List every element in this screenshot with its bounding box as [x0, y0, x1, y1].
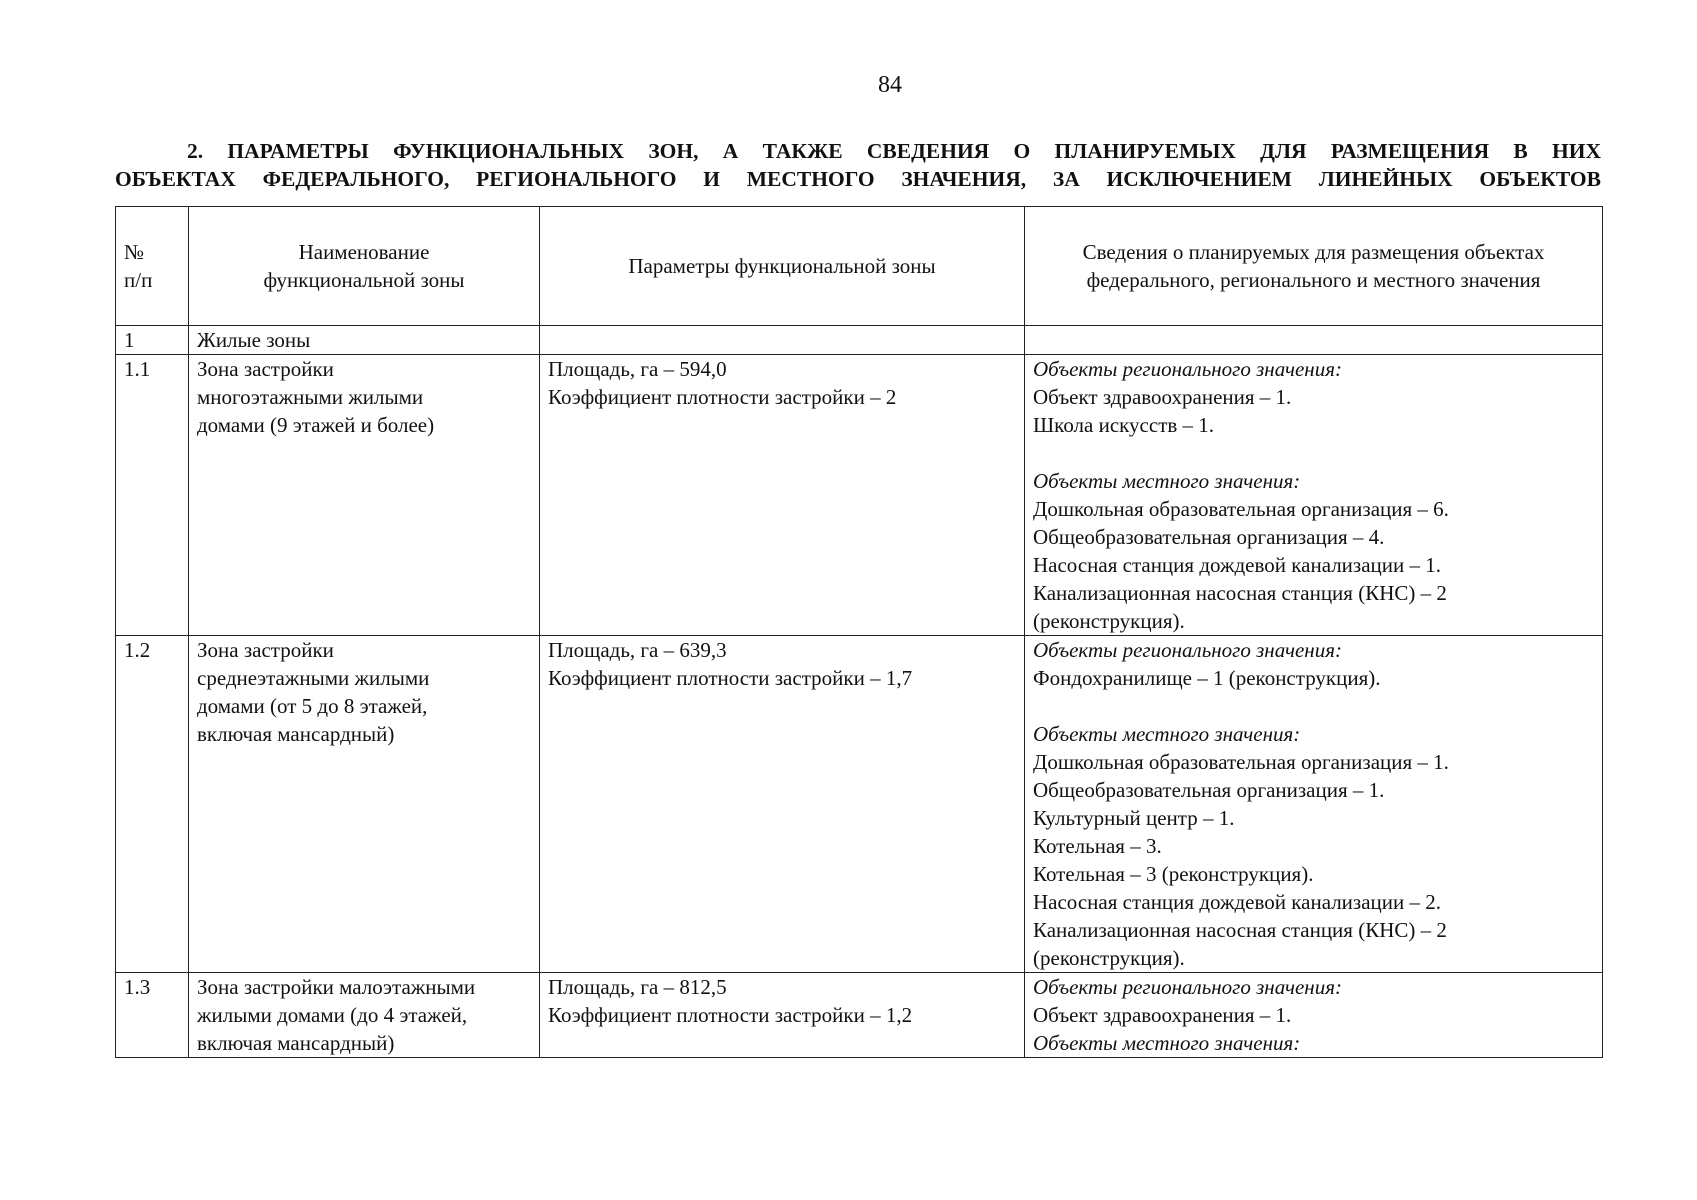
zone-name-line: домами (от 5 до 8 этажей,: [197, 694, 428, 718]
zone-name-line: включая мансардный): [197, 1031, 395, 1055]
row-number: 1.3: [116, 973, 189, 1058]
local-object-line: Культурный центр – 1.: [1033, 806, 1235, 830]
section-row: [116, 326, 1603, 355]
header-zone-name: Наименование функциональной зоны: [189, 207, 540, 326]
regional-object-line: Объект здравоохранения – 1.: [1033, 1003, 1292, 1027]
planned-objects-cell: [1025, 636, 1603, 973]
row-number: 1.1: [116, 355, 189, 636]
section-number: 1: [116, 326, 189, 355]
page-number: 84: [878, 72, 902, 98]
local-object-line: Насосная станция дождевой канализации – 1.: [1033, 553, 1442, 577]
local-objects-label: Объекты местного значения:: [1033, 469, 1301, 493]
local-object-line: Котельная – 3 (реконструкция).: [1033, 862, 1314, 886]
zone-name-line: домами (9 этажей и более): [197, 413, 435, 437]
spacer: [1033, 439, 1594, 467]
zone-name-line: среднеэтажными жилыми: [197, 666, 430, 690]
row-number: 1.2: [116, 636, 189, 973]
local-object-line: (реконструкция).: [1033, 609, 1185, 633]
zone-parameter-line: Коэффициент плотности застройки – 1,7: [548, 666, 913, 690]
zone-parameters-cell: [540, 973, 1025, 1058]
table-row: [116, 973, 1603, 1058]
zone-name-line: Зона застройки: [197, 357, 334, 381]
zone-name-cell: [189, 973, 540, 1058]
local-object-line: Насосная станция дождевой канализации – 2.: [1033, 890, 1442, 914]
section-title: [115, 137, 1601, 193]
regional-objects-label: Объекты регионального значения:: [1033, 638, 1342, 662]
regional-object-line: Объект здравоохранения – 1.: [1033, 385, 1292, 409]
local-object-line: Котельная – 3.: [1033, 834, 1162, 858]
regional-object-line: Школа искусств – 1.: [1033, 413, 1215, 437]
zone-parameter-line: Площадь, га – 639,3: [548, 638, 727, 662]
table-row: [116, 355, 1603, 636]
zone-name-cell: [189, 636, 540, 973]
local-object-line: Канализационная насосная станция (КНС) – 2: [1033, 918, 1447, 942]
regional-object-line: Фондохранилище – 1 (реконструкция).: [1033, 666, 1381, 690]
planned-objects-cell: [1025, 973, 1603, 1058]
zone-name-line: включая мансардный): [197, 722, 395, 746]
local-object-line: (реконструкция).: [1033, 946, 1185, 970]
spacer: [1033, 692, 1594, 720]
regional-objects-label: Объекты регионального значения:: [1033, 357, 1342, 381]
local-objects-label: Объекты местного значения:: [1033, 722, 1301, 746]
section-name: Жилые зоны: [189, 326, 540, 355]
local-objects-label: Объекты местного значения:: [1033, 1031, 1301, 1055]
zone-parameter-line: Площадь, га – 812,5: [548, 975, 727, 999]
zone-name-line: Зона застройки малоэтажными: [197, 975, 476, 999]
zone-parameters-cell: [540, 355, 1025, 636]
local-object-line: Канализационная насосная станция (КНС) – 2: [1033, 581, 1447, 605]
section-title-line-1: 2. ПАРАМЕТРЫ ФУНКЦИОНАЛЬНЫХ ЗОН, А ТАКЖЕ СВЕДЕНИЯ О ПЛАНИРУЕМЫХ ДЛЯ РАЗМЕЩЕНИЯ В НИХ: [187, 139, 1601, 163]
local-object-line: Общеобразовательная организация – 1.: [1033, 778, 1385, 802]
zone-parameters-cell: [540, 636, 1025, 973]
header-number: № п/п: [116, 207, 189, 326]
regional-objects-label: Объекты регионального значения:: [1033, 975, 1342, 999]
zone-parameter-line: Площадь, га – 594,0: [548, 357, 727, 381]
table-header-row: [116, 207, 1603, 326]
table-row: [116, 636, 1603, 973]
section-empty-cell: [540, 326, 1025, 355]
zone-name-line: жилыми домами (до 4 этажей,: [197, 1003, 468, 1027]
zone-name-cell: [189, 355, 540, 636]
header-zone-parameters: Параметры функциональной зоны: [540, 207, 1025, 326]
zone-parameter-line: Коэффициент плотности застройки – 2: [548, 385, 897, 409]
zone-name-line: многоэтажными жилыми: [197, 385, 424, 409]
header-planned-objects: Сведения о планируемых для размещения объектах федерального, регионального и местного значения: [1025, 207, 1603, 326]
planned-objects-cell: [1025, 355, 1603, 636]
local-object-line: Общеобразовательная организация – 4.: [1033, 525, 1385, 549]
local-object-line: Дошкольная образовательная организация – 6.: [1033, 497, 1449, 521]
section-title-line-2: ОБЪЕКТАХ ФЕДЕРАЛЬНОГО, РЕГИОНАЛЬНОГО И МЕСТНОГО ЗНАЧЕНИЯ, ЗА ИСКЛЮЧЕНИЕМ ЛИНЕЙНЫХ ОБЪЕКТОВ: [115, 167, 1601, 191]
functional-zones-table: [115, 206, 1603, 1058]
zone-name-line: Зона застройки: [197, 638, 334, 662]
section-empty-cell: [1025, 326, 1603, 355]
local-object-line: Дошкольная образовательная организация – 1.: [1033, 750, 1449, 774]
zone-parameter-line: Коэффициент плотности застройки – 1,2: [548, 1003, 913, 1027]
